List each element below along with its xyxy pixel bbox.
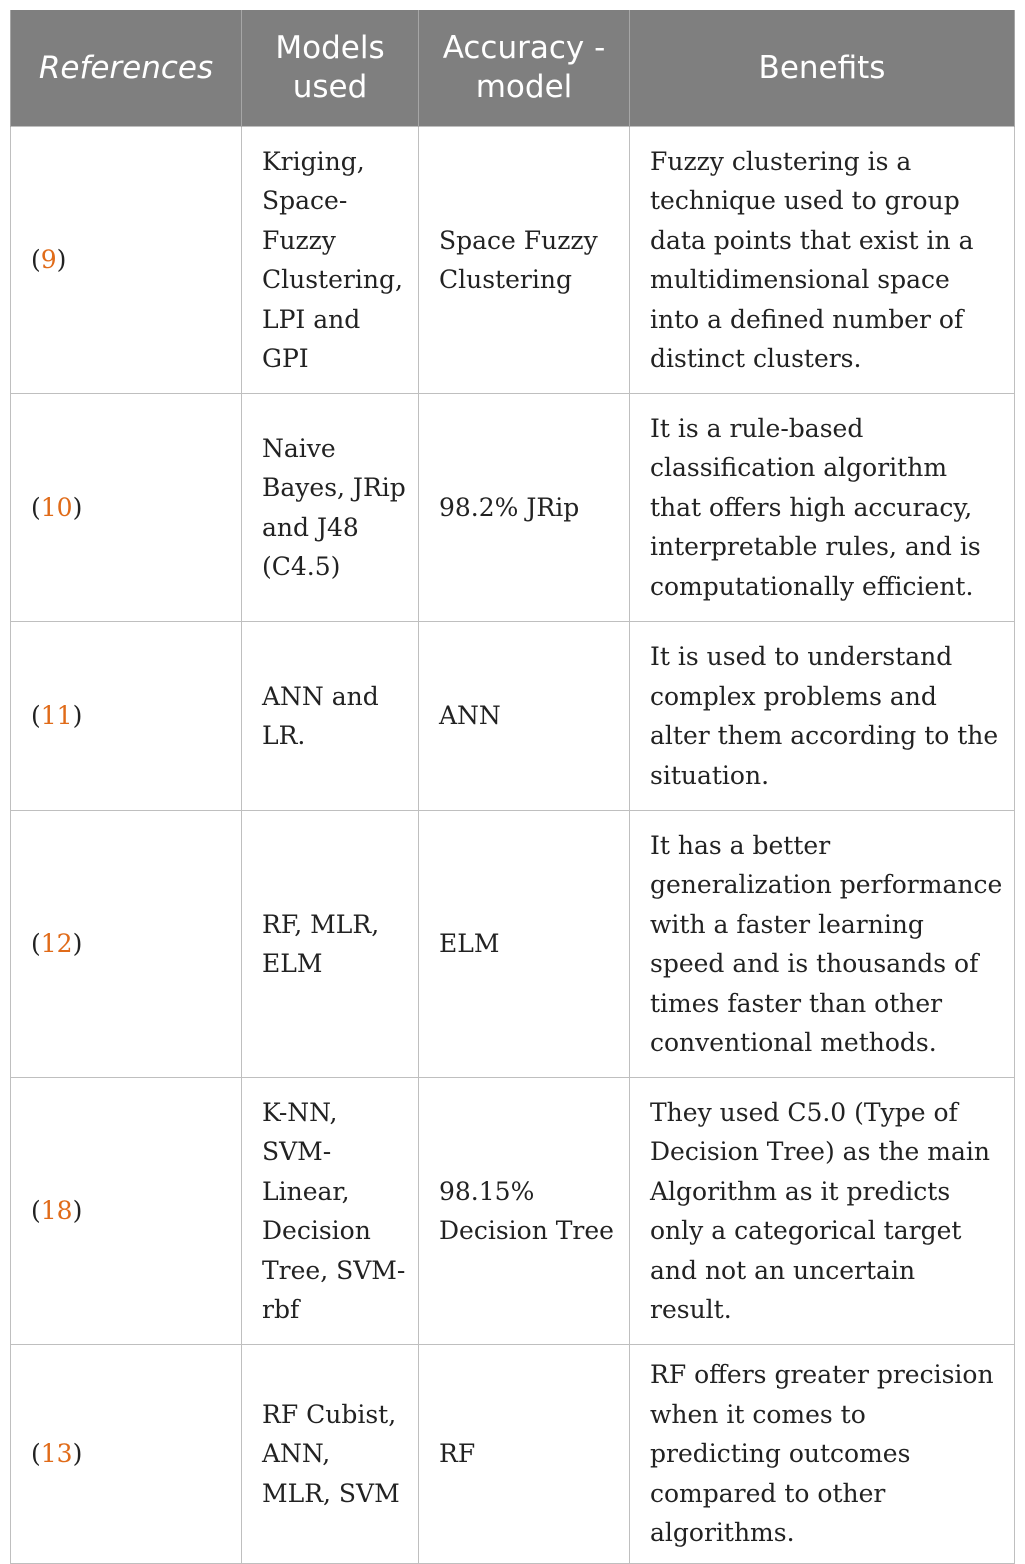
header-models-used: Models used <box>242 10 419 127</box>
reference-link[interactable]: 11 <box>40 701 73 731</box>
table-header-row <box>11 10 1015 127</box>
benefits-cell: It is a rule-based classification algorithm that offers high accuracy, interpretable rules, and is computationally efficient. <box>630 394 1015 622</box>
header-accuracy-model: Accuracy - model <box>419 10 630 127</box>
reference-link[interactable]: 10 <box>40 492 73 522</box>
table-row <box>11 394 1015 622</box>
header-references: References <box>11 10 242 127</box>
models-cell: RF, MLR, ELM <box>242 811 419 1078</box>
reference-cell: (12) <box>11 811 242 1078</box>
table-row <box>11 1078 1015 1345</box>
table-row <box>11 1345 1015 1564</box>
benefits-cell: Fuzzy clustering is a technique used to group data points that exist in a multidimensional space into a defined number of distinct clusters. <box>630 127 1015 394</box>
benefits-cell: It is used to understand complex problems and alter them according to the situation. <box>630 622 1015 811</box>
accuracy-cell: ELM <box>419 811 630 1078</box>
accuracy-cell: 98.15% Decision Tree <box>419 1078 630 1345</box>
models-cell: K-NN, SVM-Linear, Decision Tree, SVM-rbf <box>242 1078 419 1345</box>
reference-cell: (13) <box>11 1345 242 1564</box>
reference-link[interactable]: 12 <box>40 929 73 959</box>
reference-cell: (11) <box>11 622 242 811</box>
table-row <box>11 127 1015 394</box>
reference-link[interactable]: 13 <box>40 1439 73 1468</box>
reference-link[interactable]: 9 <box>40 245 57 275</box>
reference-cell: (18) <box>11 1078 242 1345</box>
benefits-cell: It has a better generalization performance with a faster learning speed and is thousands of times faster than other conventional methods. <box>630 811 1015 1078</box>
accuracy-cell: ANN <box>419 622 630 811</box>
table-row <box>11 811 1015 1078</box>
reference-cell: (10) <box>11 394 242 622</box>
benefits-cell: RF offers greater precision when it comes to predicting outcomes compared to other algorithms. <box>630 1345 1015 1564</box>
accuracy-cell: Space Fuzzy Clustering <box>419 127 630 394</box>
references-table <box>10 10 1015 1564</box>
models-cell: Kriging, Space-Fuzzy Clustering, LPI and GPI <box>242 127 419 394</box>
models-cell: ANN and LR. <box>242 622 419 811</box>
table-row <box>11 622 1015 811</box>
accuracy-cell: 98.2% JRip <box>419 394 630 622</box>
benefits-cell: They used C5.0 (Type of Decision Tree) as the main Algorithm as it predicts only a categorical target and not an uncertain result. <box>630 1078 1015 1345</box>
reference-cell: (9) <box>11 127 242 394</box>
models-cell: RF Cubist, ANN, MLR, SVM <box>242 1345 419 1564</box>
accuracy-cell: RF <box>419 1345 630 1564</box>
reference-link[interactable]: 18 <box>40 1196 73 1226</box>
models-cell: Naive Bayes, JRip and J48 (C4.5) <box>242 394 419 622</box>
header-benefits: Benefits <box>630 10 1015 127</box>
